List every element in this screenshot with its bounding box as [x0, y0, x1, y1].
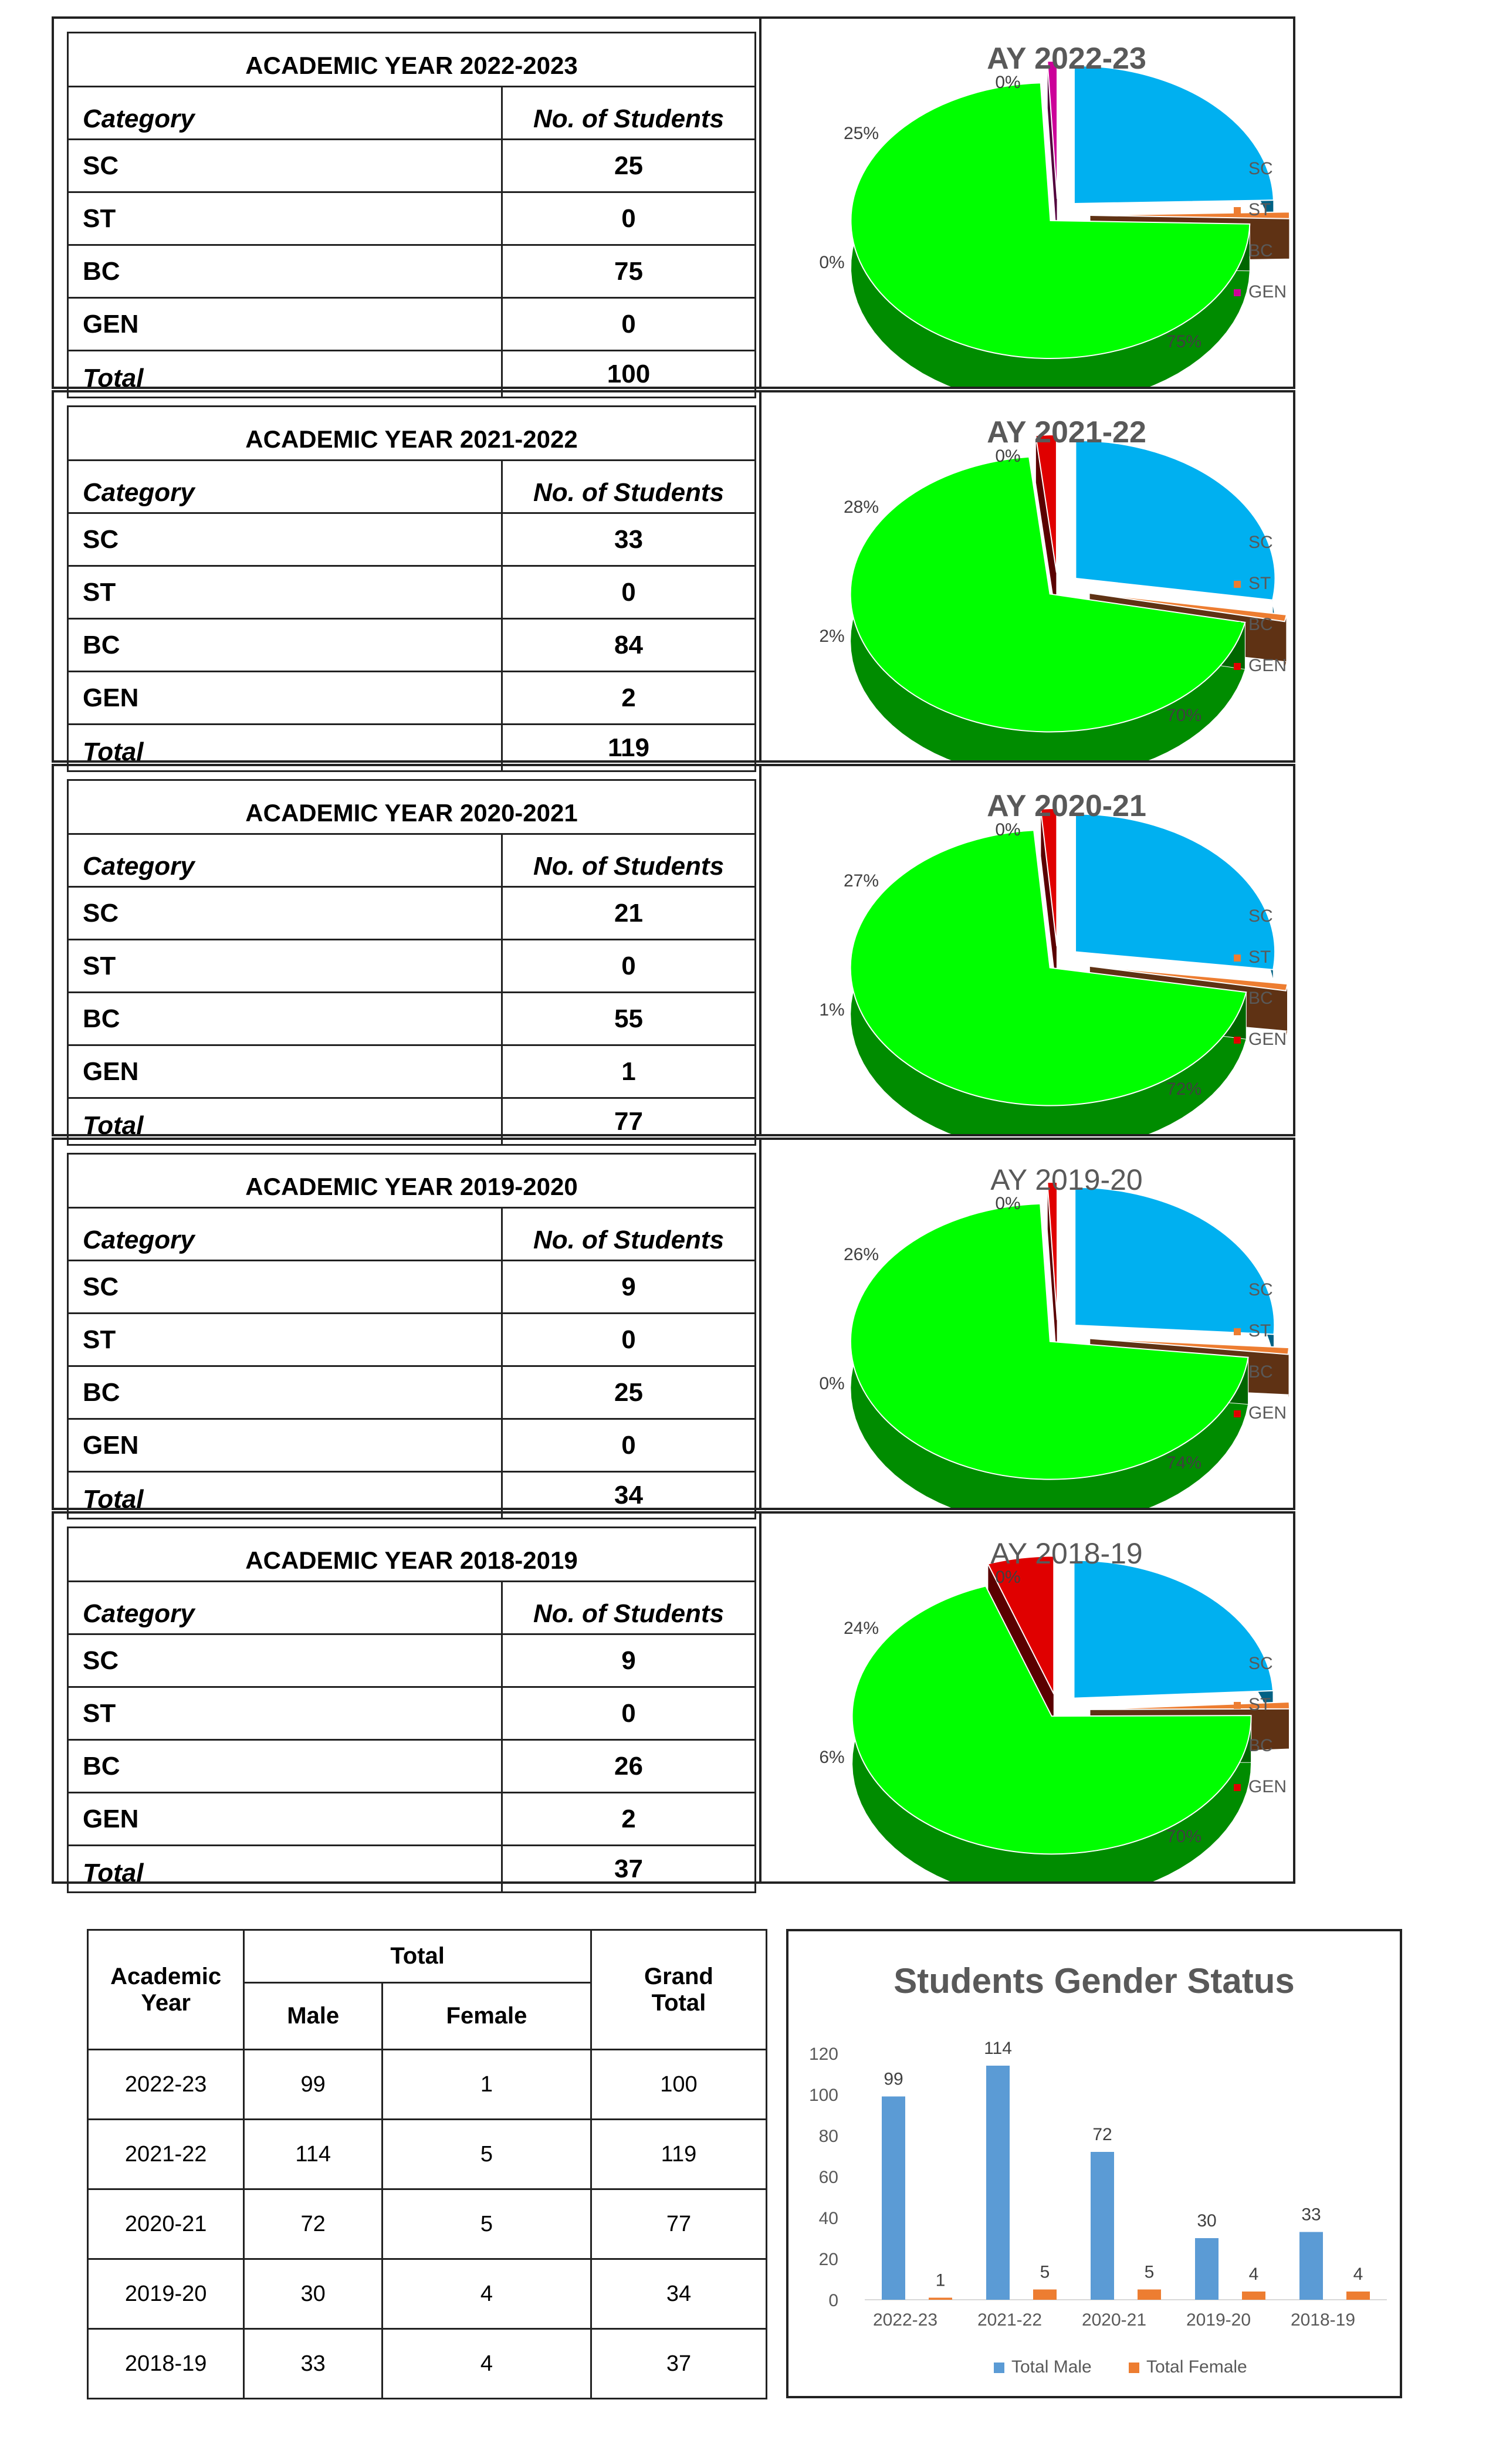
table-row: [68, 1314, 756, 1366]
legend-swatch: [1234, 166, 1241, 173]
total-label: Total: [68, 1098, 502, 1145]
bar-total-male: [1299, 2232, 1323, 2300]
legend-swatch: [994, 2363, 1004, 2373]
bar-data-label: 5: [1144, 2262, 1155, 2282]
legend-swatch: [1129, 2363, 1139, 2373]
category-cell: SC: [68, 140, 502, 192]
table-row: [88, 2259, 767, 2329]
bar-total-male: [986, 2066, 1010, 2300]
bar-total-female: [1242, 2292, 1265, 2300]
category-cell: GEN: [68, 1419, 502, 1472]
table-row: [68, 672, 756, 725]
y-tick-label: 80: [818, 2127, 838, 2146]
pie-chart-panel: [761, 1514, 1293, 1881]
category-cell: GEN: [68, 672, 502, 725]
legend-label: SC: [1248, 906, 1273, 926]
bar-total-female: [1346, 2292, 1370, 2300]
legend-item: [994, 2357, 1092, 2377]
female-cell: 4: [383, 2259, 591, 2329]
male-cell: 72: [244, 2189, 383, 2259]
total-label: Total: [68, 1472, 502, 1519]
x-tick-label: 2019-20: [1186, 2310, 1251, 2330]
pie-data-label: 24%: [843, 1619, 879, 1638]
legend-label: BC: [1248, 1736, 1273, 1755]
category-cell: GEN: [68, 298, 502, 351]
student-count-cell: 75: [502, 245, 756, 298]
legend-label: BC: [1248, 241, 1273, 260]
header-academic-year: Academic Year: [88, 1930, 244, 2050]
column-header-students: No. of Students: [502, 461, 756, 513]
legend-swatch: [1234, 622, 1241, 629]
category-cell: GEN: [68, 1793, 502, 1846]
student-count-cell: 0: [502, 298, 756, 351]
legend-swatch: [1234, 1410, 1241, 1417]
female-cell: 5: [383, 2120, 591, 2189]
grand-cell: 34: [591, 2259, 766, 2329]
bar-total-male: [882, 2097, 905, 2300]
category-cell: GEN: [68, 1045, 502, 1098]
legend-label: BC: [1248, 989, 1273, 1008]
legend-label: GEN: [1248, 656, 1287, 675]
table-row: [68, 940, 756, 993]
student-count-cell: 25: [502, 140, 756, 192]
legend-label: ST: [1248, 1695, 1271, 1714]
legend-swatch: [1234, 207, 1241, 214]
pie-chart-title: AY 2019-20: [990, 1163, 1143, 1196]
bar-data-label: 5: [1040, 2262, 1050, 2282]
x-tick-label: 2020-21: [1081, 2310, 1147, 2330]
bar-data-label: 30: [1197, 2211, 1217, 2231]
column-header-category: Category: [68, 461, 502, 513]
legend-swatch: [1234, 913, 1241, 920]
pie-data-label: 2%: [819, 627, 845, 646]
table-row: [68, 192, 756, 245]
total-value: 37: [502, 1846, 756, 1893]
header-male: Male: [244, 1983, 383, 2050]
category-cell: ST: [68, 940, 502, 993]
pie-data-label: 1%: [819, 1000, 845, 1020]
pie-data-label: 0%: [995, 1568, 1021, 1587]
student-count-cell: 9: [502, 1634, 756, 1687]
student-count-cell: 2: [502, 672, 756, 725]
table-row: [68, 140, 756, 192]
pie-data-label: 0%: [995, 1194, 1021, 1213]
legend-label: SC: [1248, 533, 1273, 552]
grand-cell: 37: [591, 2329, 766, 2399]
student-count-cell: 0: [502, 1314, 756, 1366]
category-cell: BC: [68, 245, 502, 298]
bar-chart-title: Students Gender Status: [893, 1961, 1295, 2001]
header-total: Total: [244, 1930, 591, 1983]
category-table: [67, 1153, 756, 1519]
student-count-cell: 25: [502, 1366, 756, 1419]
legend-label: Total Female: [1146, 2357, 1247, 2377]
legend-item: [1129, 2357, 1247, 2377]
student-count-cell: 0: [502, 566, 756, 619]
table-row: [68, 1687, 756, 1740]
category-cell: BC: [68, 1740, 502, 1793]
gender-bar-chart: [786, 1929, 1402, 2398]
legend-label: SC: [1248, 159, 1273, 178]
year-cell: 2022-23: [88, 2050, 244, 2120]
bar-chart-svg: [788, 1931, 1400, 2396]
legend-label: ST: [1248, 947, 1271, 967]
category-table: [67, 32, 756, 398]
table-row: [68, 566, 756, 619]
student-count-cell: 33: [502, 513, 756, 566]
student-count-cell: 84: [502, 619, 756, 672]
pie-chart-panel: [761, 19, 1293, 387]
y-tick-label: 20: [818, 2250, 838, 2269]
bar-data-label: 4: [1353, 2265, 1363, 2284]
grand-cell: 100: [591, 2050, 766, 2120]
column-header-students: No. of Students: [502, 87, 756, 140]
total-value: 34: [502, 1472, 756, 1519]
academic-year-title: ACADEMIC YEAR 2022-2023: [68, 33, 756, 87]
category-table: [67, 405, 756, 772]
student-count-cell: 0: [502, 940, 756, 993]
table-row: [68, 298, 756, 351]
legend-swatch: [1234, 248, 1241, 255]
academic-year-title: ACADEMIC YEAR 2021-2022: [68, 407, 756, 461]
student-count-cell: 55: [502, 993, 756, 1045]
pie-data-label: 72%: [1166, 1079, 1202, 1099]
bar-data-label: 1: [935, 2270, 946, 2290]
category-cell: SC: [68, 1634, 502, 1687]
table-row: [68, 1793, 756, 1846]
year-block: [52, 1138, 1295, 1514]
legend-label: ST: [1248, 574, 1271, 593]
column-header-category: Category: [68, 1208, 502, 1261]
legend-swatch: [1234, 1369, 1241, 1376]
bar-data-label: 99: [884, 2069, 903, 2089]
total-value: 100: [502, 351, 756, 398]
pie-chart-title: AY 2020-21: [987, 789, 1146, 823]
male-cell: 99: [244, 2050, 383, 2120]
bar-data-label: 33: [1301, 2205, 1321, 2225]
pie-chart-svg: [761, 19, 1293, 387]
year-block: [52, 764, 1295, 1140]
legend-swatch: [1234, 1702, 1241, 1709]
category-cell: ST: [68, 1687, 502, 1740]
category-cell: SC: [68, 887, 502, 940]
column-header-category: Category: [68, 87, 502, 140]
legend-swatch: [1234, 1328, 1241, 1335]
gender-summary-table: [87, 1929, 767, 2399]
table-row: [68, 1045, 756, 1098]
pie-data-label: 0%: [995, 73, 1021, 92]
legend-label: SC: [1248, 1280, 1273, 1299]
legend-label: Total Male: [1011, 2357, 1092, 2377]
pie-data-label: 27%: [843, 871, 879, 891]
pie-chart-svg: [761, 392, 1293, 760]
table-row: [68, 245, 756, 298]
column-header-category: Category: [68, 834, 502, 887]
header-grand-line-2: Total: [651, 1989, 706, 2016]
academic-year-title: ACADEMIC YEAR 2019-2020: [68, 1154, 756, 1208]
pie-chart-title: AY 2022-23: [987, 42, 1146, 76]
category-table: [67, 779, 756, 1146]
student-count-cell: 26: [502, 1740, 756, 1793]
legend-label: GEN: [1248, 1777, 1287, 1796]
legend-label: ST: [1248, 200, 1271, 219]
pie-data-label: 75%: [1166, 332, 1202, 351]
male-cell: 33: [244, 2329, 383, 2399]
y-tick-label: 100: [808, 2086, 838, 2105]
year-cell: 2019-20: [88, 2259, 244, 2329]
category-cell: ST: [68, 192, 502, 245]
column-header-students: No. of Students: [502, 1208, 756, 1261]
pie-data-label: 6%: [819, 1748, 845, 1767]
student-count-cell: 2: [502, 1793, 756, 1846]
pie-data-label: 74%: [1166, 1453, 1202, 1473]
category-cell: ST: [68, 566, 502, 619]
student-count-cell: 21: [502, 887, 756, 940]
legend-swatch: [1234, 955, 1241, 962]
pie-chart-title: AY 2018-19: [990, 1537, 1143, 1570]
legend-label: GEN: [1248, 1403, 1287, 1423]
column-header-students: No. of Students: [502, 834, 756, 887]
grand-cell: 77: [591, 2189, 766, 2259]
pie-data-label: 28%: [843, 497, 879, 517]
legend-label: BC: [1248, 1362, 1273, 1382]
y-tick-label: 60: [818, 2168, 838, 2187]
female-cell: 4: [383, 2329, 591, 2399]
table-row: [68, 993, 756, 1045]
bar-total-female: [1033, 2290, 1057, 2300]
pie-chart-panel: [761, 1140, 1293, 1508]
student-count-cell: 9: [502, 1261, 756, 1314]
total-label: Total: [68, 725, 502, 771]
category-cell: SC: [68, 513, 502, 566]
bar-total-male: [1091, 2152, 1114, 2300]
bar-total-female: [1138, 2290, 1161, 2300]
pie-chart-panel: [761, 392, 1293, 760]
y-tick-label: 120: [808, 2045, 838, 2064]
total-label: Total: [68, 1846, 502, 1893]
pie-data-label: 0%: [995, 446, 1021, 466]
legend-swatch: [1234, 1287, 1241, 1294]
category-cell: BC: [68, 619, 502, 672]
student-count-cell: 0: [502, 192, 756, 245]
pie-chart-panel: [761, 766, 1293, 1134]
x-tick-label: 2018-19: [1290, 2310, 1356, 2330]
pie-data-label: 70%: [1166, 706, 1202, 725]
academic-year-title: ACADEMIC YEAR 2018-2019: [68, 1528, 756, 1582]
bar-data-label: 114: [984, 2039, 1012, 2058]
legend-label: SC: [1248, 1654, 1273, 1673]
bar-data-label: 4: [1248, 2265, 1259, 2284]
legend-label: GEN: [1248, 1030, 1287, 1049]
column-header-category: Category: [68, 1582, 502, 1634]
year-block: [52, 390, 1295, 766]
legend-swatch: [1234, 1661, 1241, 1668]
table-row: [88, 2189, 767, 2259]
bar-total-female: [929, 2298, 952, 2300]
category-cell: SC: [68, 1261, 502, 1314]
student-count-cell: 1: [502, 1045, 756, 1098]
student-count-cell: 0: [502, 1419, 756, 1472]
academic-year-title: ACADEMIC YEAR 2020-2021: [68, 780, 756, 834]
legend-label: BC: [1248, 615, 1273, 634]
header-grand-total: [591, 1930, 766, 2050]
table-row: [68, 887, 756, 940]
bar-data-label: 72: [1092, 2125, 1112, 2144]
legend-label: ST: [1248, 1321, 1271, 1341]
pie-data-label: 26%: [843, 1245, 879, 1264]
legend-swatch: [1234, 1037, 1241, 1044]
table-row: [68, 1634, 756, 1687]
pie-data-label: 0%: [819, 253, 845, 272]
table-row: [68, 1740, 756, 1793]
year-cell: 2018-19: [88, 2329, 244, 2399]
total-value: 77: [502, 1098, 756, 1145]
grand-cell: 119: [591, 2120, 766, 2189]
total-label: Total: [68, 351, 502, 398]
legend-swatch: [1234, 1743, 1241, 1750]
pie-chart-svg: [761, 766, 1293, 1134]
category-cell: BC: [68, 993, 502, 1045]
x-tick-label: 2022-23: [872, 2310, 938, 2330]
male-cell: 30: [244, 2259, 383, 2329]
table-row: [68, 1419, 756, 1472]
male-cell: 114: [244, 2120, 383, 2189]
table-row: [68, 513, 756, 566]
column-header-students: No. of Students: [502, 1582, 756, 1634]
category-cell: ST: [68, 1314, 502, 1366]
year-block: [52, 1511, 1295, 1887]
total-value: 119: [502, 725, 756, 771]
pie-data-label: 25%: [843, 124, 879, 143]
year-cell: 2020-21: [88, 2189, 244, 2259]
pie-chart-title: AY 2021-22: [987, 415, 1146, 449]
pie-data-label: 0%: [819, 1374, 845, 1393]
pie-chart-svg: [761, 1140, 1293, 1508]
legend-swatch: [1234, 996, 1241, 1003]
table-row: [88, 2329, 767, 2399]
legend-swatch: [1234, 289, 1241, 296]
legend-label: GEN: [1248, 282, 1287, 302]
table-row: [68, 619, 756, 672]
category-table: [67, 1527, 756, 1893]
pie-chart-svg: [761, 1514, 1293, 1881]
female-cell: 1: [383, 2050, 591, 2120]
y-tick-label: 0: [828, 2291, 838, 2310]
student-count-cell: 0: [502, 1687, 756, 1740]
category-cell: BC: [68, 1366, 502, 1419]
table-row: [68, 1261, 756, 1314]
legend-swatch: [1234, 540, 1241, 547]
legend-swatch: [1234, 1784, 1241, 1791]
pie-data-label: 0%: [995, 820, 1021, 840]
pie-data-label: 70%: [1166, 1827, 1202, 1846]
header-grand-line-1: Grand: [644, 1963, 713, 1989]
legend-swatch: [1234, 663, 1241, 670]
table-row: [88, 2120, 767, 2189]
legend-swatch: [1234, 581, 1241, 588]
year-block: [52, 16, 1295, 392]
x-tick-label: 2021-22: [977, 2310, 1043, 2330]
table-row: [88, 2050, 767, 2120]
y-tick-label: 40: [818, 2209, 838, 2228]
table-row: [68, 1366, 756, 1419]
female-cell: 5: [383, 2189, 591, 2259]
year-cell: 2021-22: [88, 2120, 244, 2189]
bar-total-male: [1195, 2238, 1219, 2300]
header-female: Female: [383, 1983, 591, 2050]
